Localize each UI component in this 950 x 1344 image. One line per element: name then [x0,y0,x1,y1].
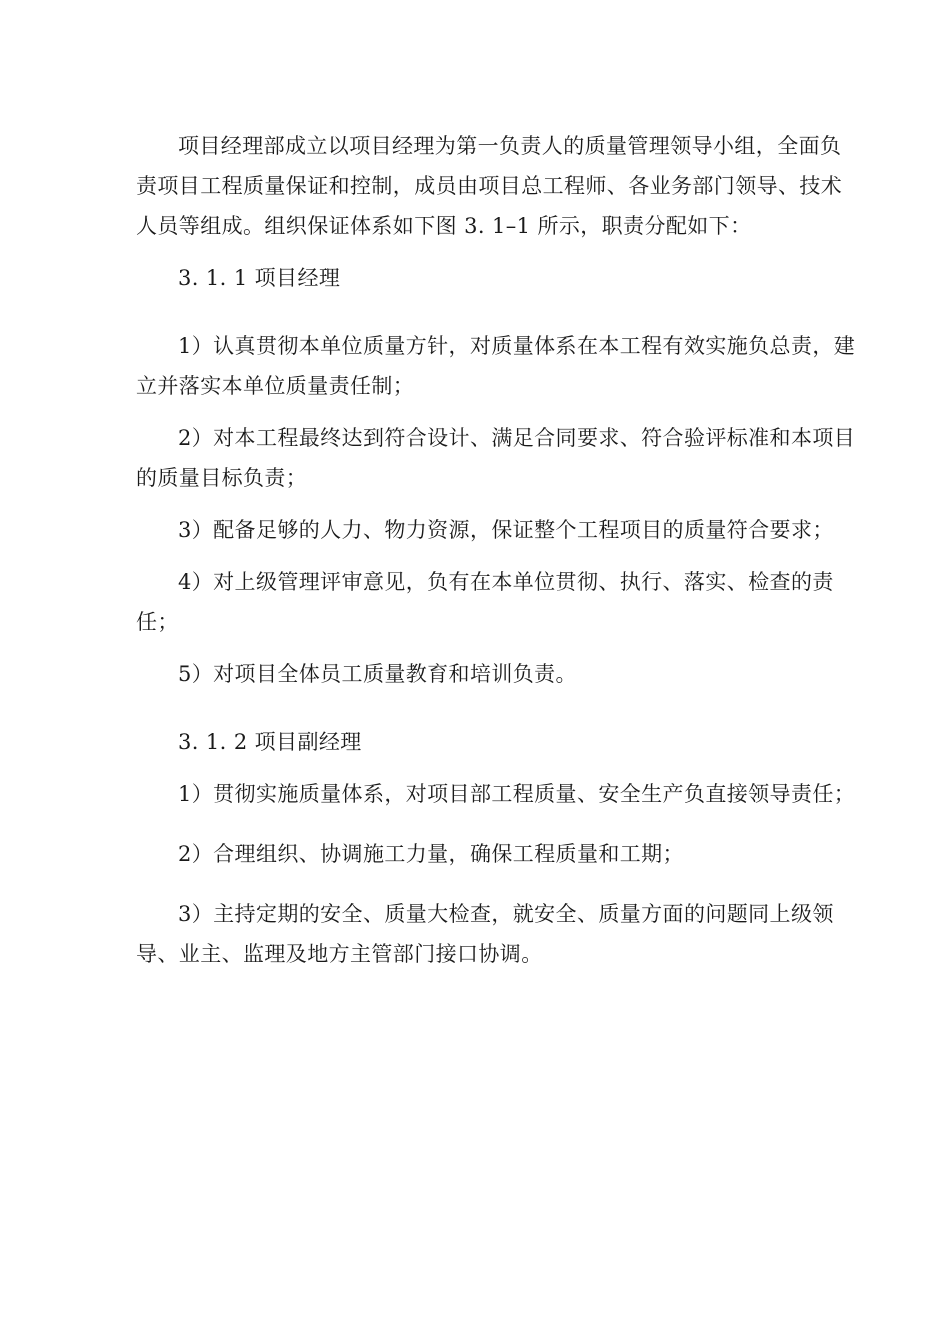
intro-paragraph: 项目经理部成立以项目经理为第一负责人的质量管理领导小组，全面负责项目工程质量保证和控制，成员由项目总工程师、各业务部门领导、技术人员等组成。组织保证体系如下图 3. 1–1 所示，职责分配如下： [136,134,843,238]
spacer [136,642,856,654]
list-item: 5）对项目全体员工质量教育和培训负责。 [178,662,577,686]
spacer [136,246,856,258]
spacer [136,874,856,894]
list-item: 2）对本工程最终达到符合设计、满足合同要求、符合验评标准和本项目的质量目标负责； [136,426,856,490]
list-item: 1）认真贯彻本单位质量方针，对质量体系在本工程有效实施负总责，建立并落实本单位质量责任制； [136,334,856,398]
list-item: 1）贯彻实施质量体系，对项目部工程质量、安全生产负直接领导责任； [178,782,856,806]
section-heading-project-manager: 3. 1. 1 项目经理 [178,266,341,290]
section-heading-deputy-manager: 3. 1. 2 项目副经理 [178,730,362,754]
spacer [136,406,856,418]
spacer [136,762,856,774]
spacer [136,694,856,722]
document-body [136,126,856,974]
spacer [136,298,856,326]
list-item: 3）主持定期的安全、质量大检查，就安全、质量方面的问题同上级领导、业主、监理及地方主管部门接口协调。 [136,902,834,966]
spacer [136,814,856,834]
spacer [136,498,856,510]
list-item: 4）对上级管理评审意见，负有在本单位贯彻、执行、落实、检查的责任； [136,570,834,634]
list-item: 3）配备足够的人力、物力资源，保证整个工程项目的质量符合要求； [178,518,834,542]
spacer [136,550,856,562]
list-item: 2）合理组织、协调施工力量，确保工程质量和工期； [178,842,684,866]
